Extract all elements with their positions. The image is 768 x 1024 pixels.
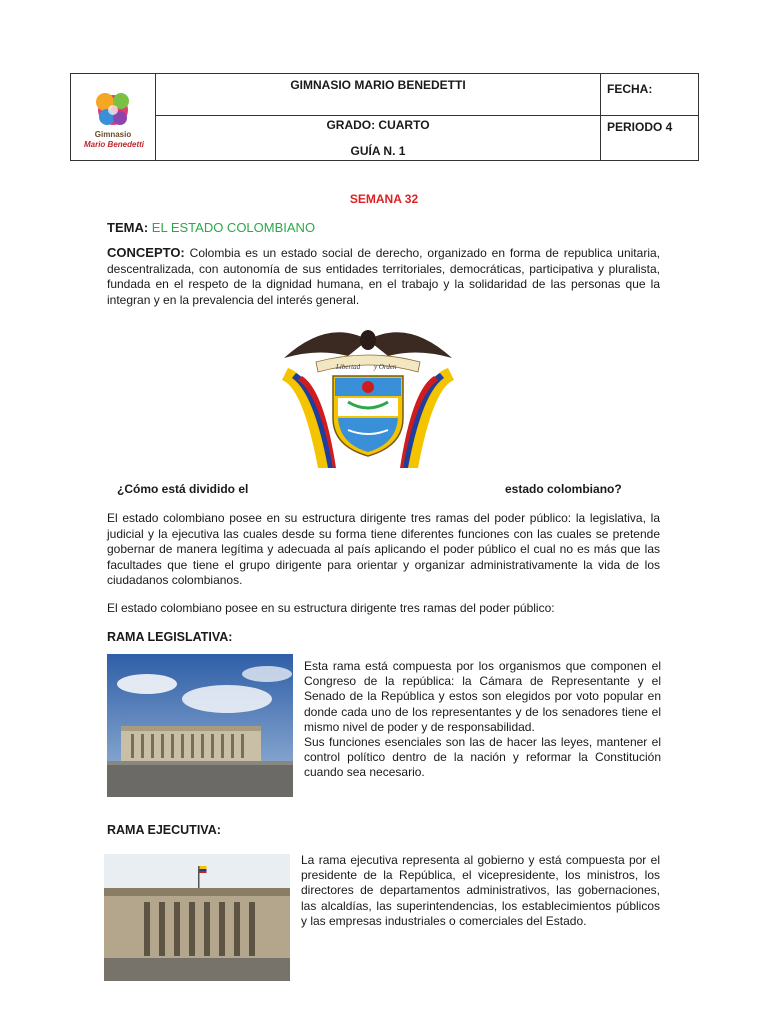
logo-line1: Gimnasio — [94, 130, 132, 139]
paragraph-branches-list: El estado colombiano posee en su estructura dirigente tres ramas del poder público: — [107, 601, 555, 615]
logo-cell — [71, 74, 156, 161]
grade-label: GRADO: CUARTO — [326, 118, 430, 132]
topic-line — [107, 220, 315, 235]
school-name: GIMNASIO MARIO BENEDETTI — [290, 78, 466, 92]
congress-building-photo — [107, 654, 293, 797]
executive-title: RAMA EJECUTIVA: — [107, 823, 221, 837]
motto-left: Libertad — [336, 363, 361, 371]
period-label: PERIODO 4 — [607, 120, 673, 134]
question-part2: estado colombiano? — [505, 482, 622, 496]
concept-paragraph — [107, 245, 660, 308]
legislative-text — [304, 659, 661, 781]
palace-building-photo — [104, 854, 290, 981]
logo-line2: Mario Benedetti — [83, 140, 144, 149]
topic-value: EL ESTADO COLOMBIANO — [151, 220, 316, 235]
concept-label: CONCEPTO: — [107, 245, 185, 260]
executive-text: La rama ejecutiva representa al gobierno y está compuesta por el presidente de la República, el vicepresidente, los ministros, los directores de departamentos administrativos, las gobernaciones, las alcaldías, las superintendencias, los establecimientos públicos y las empresas industriales o comerciales del Estado. — [301, 853, 660, 928]
guide-label: GUÍA N. 1 — [350, 144, 406, 158]
coat-of-arms-icon — [278, 318, 458, 478]
topic-label: TEMA: — [107, 220, 149, 235]
header-table — [70, 73, 699, 161]
period-cell — [601, 116, 699, 161]
concept-text: Colombia es un estado social de derecho, organizado en forma de republica unitaria, descentralizada, con autonomía de sus entidades territoriales, democráticas, participativa y pluralista, fundada en el respeto de la dignidad humana, en el trabajo y la solidaridad de las personas que la integran y en la prevalencia del interés general. — [107, 246, 660, 307]
paragraph-branches-intro: El estado colombiano posee en su estructura dirigente tres ramas del poder público: la legislativa, la judicial y la ejecutiva las cuales desde su forma tiene diferentes funciones con las cuales se pretende gobernar de manera legítima y adecuada al país aplicando el poder público el cual no es más que las facultades que tiene el grupo dirigente para orientar y organizar administrativamente la vida de los ciudadanos colombianos. — [107, 511, 660, 588]
fecha-label: FECHA: — [607, 82, 653, 96]
week-title: SEMANA 32 — [349, 192, 419, 206]
school-logo — [71, 74, 155, 160]
legislative-text-2: Sus funciones esenciales son las de hacer las leyes, mantener el control político dentro de la nación y reformar la Constitución cuando sea necesario. — [304, 735, 661, 780]
grade-cell — [156, 116, 601, 161]
motto-right: y Orden — [374, 363, 397, 371]
legislative-text-1: Esta rama está compuesta por los organismos que componen el Congreso de la república: la Cámara de Representante y el Senado de la República y estos son elegidos por voto popular en donde cada uno de los representantes y de los senadores tiene el mismo nivel de poder y de responsabilidad. — [304, 659, 661, 734]
school-name-cell — [156, 74, 601, 116]
fecha-cell — [601, 74, 699, 116]
legislative-title: RAMA LEGISLATIVA: — [107, 630, 233, 644]
question-part1: ¿Cómo está dividido el — [117, 482, 249, 496]
